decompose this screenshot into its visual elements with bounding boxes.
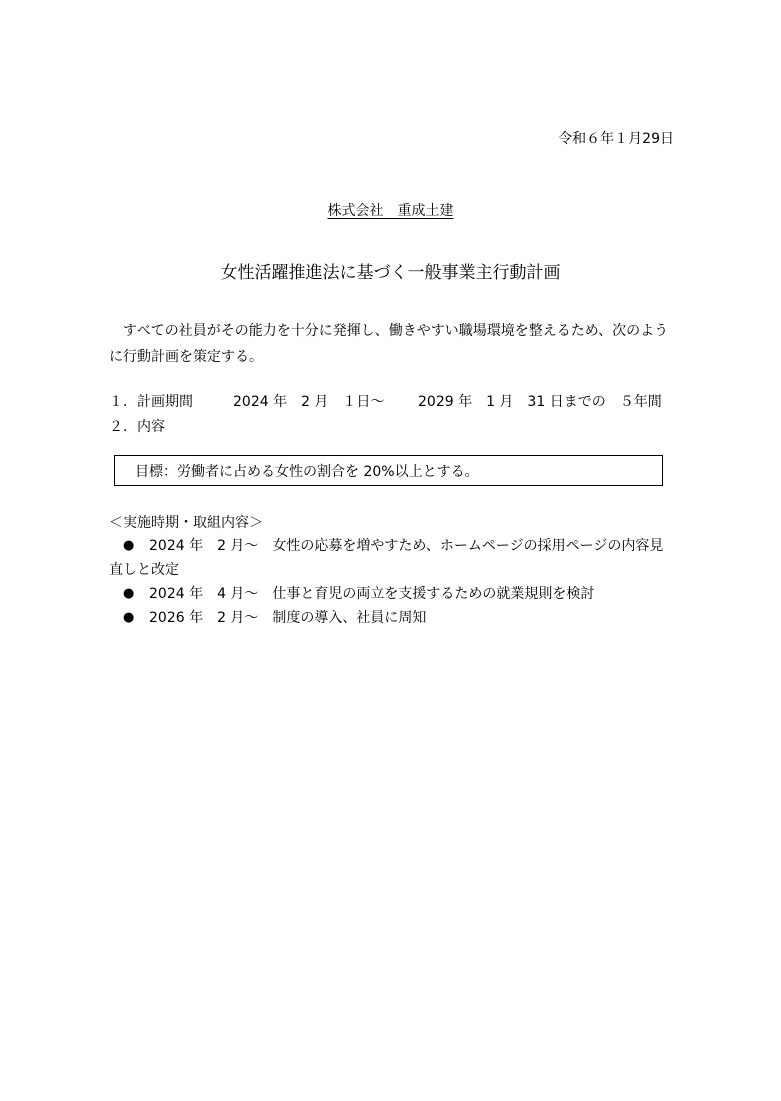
bullet-icon: ● — [123, 538, 135, 553]
bullet-icon: ● — [123, 610, 135, 625]
schedule-item-text: 2024 年 4 月～ 仕事と育児の両立を支援するための就業規則を検討 — [149, 586, 595, 602]
plan-period-start: 2024 年 2 月 １日～ — [233, 394, 385, 410]
document-date: 令和６年１月29日 — [558, 131, 674, 147]
schedule-item — [109, 606, 679, 630]
schedule-item — [109, 534, 679, 582]
plan-period-line — [109, 391, 662, 411]
schedule-item-text-continued: 直しと改定 — [109, 562, 179, 578]
goal-box — [114, 455, 663, 486]
schedule-item — [109, 582, 679, 606]
schedule-heading: ＜実施時期・取組内容＞ — [109, 515, 263, 531]
intro-paragraph: すべての社員がその能力を十分に発揮し、働きやすい職場環境を整えるため、次のように行動計画を策定する。 — [109, 323, 669, 365]
plan-period-label: １．計画期間 — [109, 394, 193, 410]
plan-period-end: 2029 年 1 月 31 日までの ５年間 — [418, 394, 662, 410]
content-label: ２．内容 — [109, 419, 165, 435]
document-title: 女性活躍推進法に基づく一般事業主行動計画 — [220, 263, 561, 283]
schedule-item-text: 2024 年 2 月～ 女性の応募を増やすため、ホームページの採用ページの内容見 — [149, 538, 664, 554]
schedule-list — [109, 534, 679, 630]
company-name-text: 株式会社 重成土建 — [327, 203, 454, 219]
schedule-item-text: 2026 年 2 月～ 制度の導入、社員に周知 — [149, 610, 427, 626]
company-name — [0, 200, 781, 220]
bullet-icon: ● — [123, 586, 135, 601]
goal-text: 目標：労働者に占める女性の割合を 20%以上とする。 — [135, 464, 479, 480]
